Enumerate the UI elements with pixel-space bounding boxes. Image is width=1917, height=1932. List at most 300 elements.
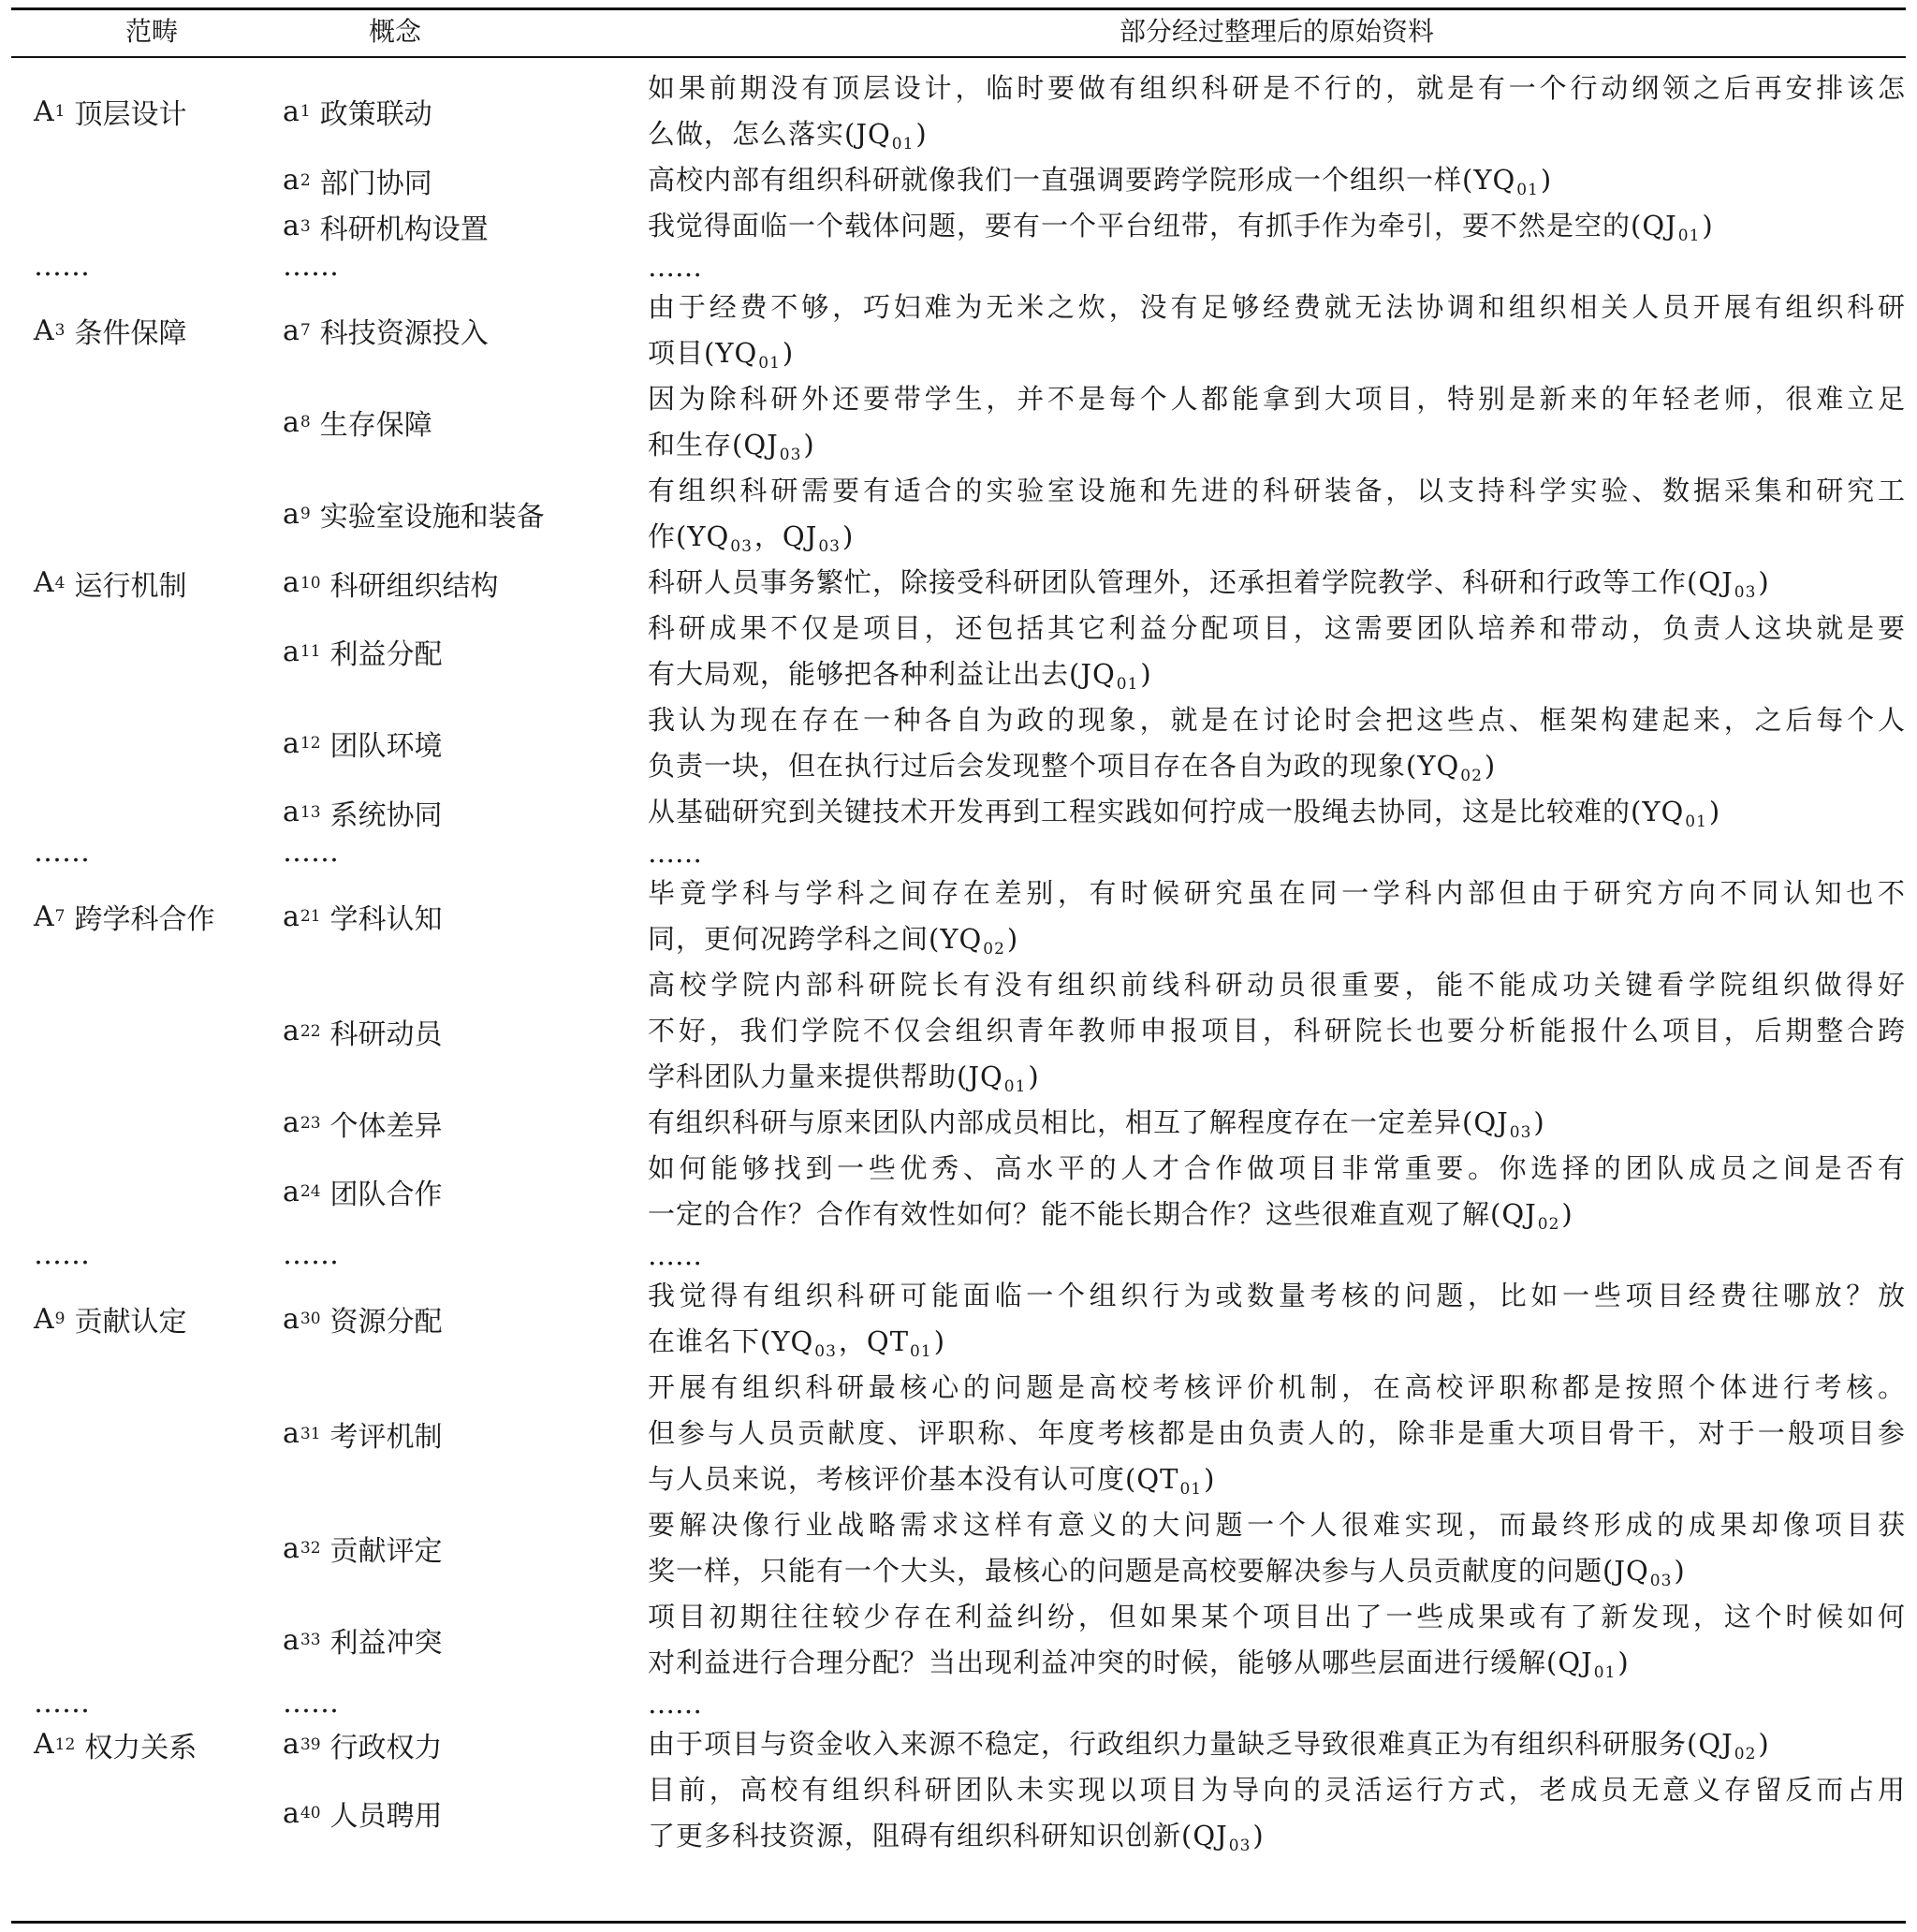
raw-data-line (648, 962, 1906, 1008)
concept-symbol: a (283, 1623, 300, 1657)
code-close: ) (1140, 658, 1152, 690)
raw-data-cell (648, 468, 1906, 560)
concept-name: 科研组织结构 (329, 569, 499, 603)
raw-data-line (648, 376, 1906, 422)
raw-data-text: 对利益进行合理分配？当出现利益冲突的时候，能够从哪些层面进行缓解 (648, 1647, 1547, 1678)
table-row (11, 1502, 1906, 1594)
code-letters: QJ (743, 429, 779, 461)
code-letters: JQ (968, 1061, 1003, 1092)
code-subscript: 03 (1734, 583, 1757, 602)
raw-data-text: 了更多科技资源，阻碍有组织科研知识创新 (648, 1820, 1182, 1852)
code-letters: JQ (1080, 658, 1116, 690)
code-letters: QJ (1698, 566, 1734, 598)
concept-cell (283, 606, 638, 697)
concept-cell (283, 468, 638, 560)
source-code (1462, 164, 1553, 199)
code-close: ) (1617, 1647, 1630, 1678)
table-row (11, 468, 1906, 560)
category-subscript: 7 (54, 907, 66, 926)
table-row (11, 1146, 1906, 1237)
raw-data-text: 科研人员事务繁忙，除接受科研团队管理外，还承担着学院教学、科研和行政等工作 (648, 566, 1688, 598)
ellipsis-data: …… (648, 251, 702, 283)
header-category: 范畴 (124, 16, 178, 47)
code-subscript: 01 (1685, 812, 1707, 831)
code-separator: ( (1069, 658, 1081, 690)
code-separator: ， (754, 520, 783, 552)
table-row (11, 1365, 1906, 1502)
raw-data-line (648, 1456, 1906, 1502)
raw-data-text: 毕竟学科与学科之间存在差别，有时候研究虽在同一学科内部但由于研究方向不同认知也不 (648, 877, 1906, 909)
source-code (732, 429, 815, 464)
ellipsis-category: …… (34, 1238, 90, 1271)
code-separator: ( (1631, 210, 1643, 242)
table-row (11, 1767, 1906, 1859)
concept-subscript: 22 (300, 1021, 321, 1041)
table-row (11, 203, 1906, 249)
concept-name: 团队环境 (329, 730, 443, 763)
concept-cell (283, 203, 638, 249)
category-subscript: 9 (54, 1310, 66, 1328)
raw-data-text: 因为除科研外还要带学生，并不是每个人都能拿到大项目，特别是新来的年轻老师，很难立足 (648, 383, 1906, 415)
concept-subscript: 13 (300, 802, 321, 822)
concept-name: 系统协同 (329, 798, 443, 832)
code-letters: QJ (782, 520, 818, 552)
concept-cell (283, 157, 638, 203)
code-close: ) (1708, 796, 1721, 827)
source-code (1069, 658, 1152, 694)
category-subscript: 3 (54, 321, 66, 340)
code-close: ) (1561, 1198, 1573, 1230)
code-separator: ( (1631, 796, 1643, 827)
source-code (1631, 796, 1721, 831)
raw-data-line (648, 66, 1906, 111)
raw-data-text: 从基础研究到关键技术开发再到工程实践如何拧成一股绳去协同，这是比较难的 (648, 796, 1632, 827)
category-symbol: A (34, 95, 54, 128)
raw-data-cell (648, 697, 1906, 789)
code-separator: ( (1490, 1198, 1502, 1230)
raw-data-text: 负责一块，但在执行过后会发现整个项目存在各自为政的现象 (648, 750, 1407, 782)
raw-data-text: 和生存 (648, 429, 733, 461)
concept-cell (283, 697, 638, 789)
concept-cell (283, 1365, 638, 1502)
source-code (1406, 750, 1497, 785)
source-code (704, 337, 795, 373)
raw-data-line (648, 651, 1906, 697)
code-letters: QT (1136, 1463, 1179, 1495)
code-letters: QJ (1473, 1106, 1509, 1138)
category-subscript: 1 (54, 102, 66, 121)
raw-data-line (648, 422, 1906, 468)
ellipsis-row (11, 1237, 1906, 1273)
code-letters: YQ (1642, 796, 1685, 827)
ellipsis-data: …… (648, 1239, 702, 1271)
concept-subscript: 31 (300, 1424, 321, 1443)
raw-data-line (648, 1054, 1906, 1100)
code-subscript: 01 (1116, 675, 1139, 694)
raw-data-line (648, 1767, 1906, 1813)
raw-data-line (648, 1273, 1906, 1319)
concept-cell (283, 560, 638, 606)
concept-symbol: a (283, 1728, 300, 1761)
code-subscript: 02 (983, 940, 1005, 959)
concept-symbol: a (283, 1106, 300, 1139)
concept-name: 个体差异 (329, 1109, 443, 1143)
category-symbol: A (34, 1728, 54, 1761)
code-subscript: 02 (1734, 1745, 1757, 1764)
code-separator: ( (732, 429, 744, 461)
raw-data-cell (648, 871, 1906, 962)
concept-name: 资源分配 (329, 1306, 443, 1339)
code-close: ) (841, 520, 855, 552)
table-row (11, 962, 1906, 1100)
code-separator: ( (1125, 1463, 1137, 1495)
code-separator: ( (1687, 566, 1699, 598)
table-row (11, 560, 1906, 606)
concept-name: 科研机构设置 (319, 212, 489, 246)
raw-data-line (648, 697, 1906, 743)
table-row (11, 697, 1906, 789)
code-subscript: 03 (818, 537, 841, 556)
code-close: ) (1484, 750, 1497, 782)
ellipsis-row (11, 1686, 1906, 1721)
table-row (11, 871, 1906, 962)
concept-symbol: a (283, 566, 300, 599)
raw-data-text: 同，更何况跨学科之间 (648, 923, 929, 955)
raw-data-line (648, 514, 1906, 560)
table-row (11, 66, 1906, 157)
raw-data-cell (648, 606, 1906, 697)
code-letters: JQ (856, 118, 891, 150)
table-row (11, 157, 1906, 203)
source-code (1546, 1647, 1630, 1682)
source-code (676, 520, 855, 556)
concept-symbol: a (283, 1417, 300, 1450)
raw-data-cell (648, 789, 1906, 835)
code-separator: ( (1546, 1647, 1558, 1678)
raw-data-cell (648, 1721, 1906, 1767)
raw-data-text: 科研成果不仅是项目，还包括其它利益分配项目，这需要团队培养和带动，负责人这块就是要 (648, 612, 1906, 644)
concept-subscript: 32 (300, 1539, 321, 1558)
code-subscript: 01 (1516, 181, 1539, 199)
code-close: ) (1533, 1106, 1545, 1138)
concept-symbol: a (283, 164, 300, 197)
code-letters: YQ (715, 337, 758, 369)
concept-subscript: 21 (300, 907, 321, 926)
code-close: ) (1540, 164, 1553, 196)
concept-symbol: a (283, 1175, 300, 1208)
header-raw-data: 部分经过整理后的原始资料 (1119, 16, 1434, 47)
concept-name: 学科认知 (329, 903, 443, 936)
category-name: 运行机制 (74, 569, 187, 603)
raw-data-text: 我觉得有组织科研可能面临一个组织行为或数量考核的问题，比如一些项目经费往哪放？放 (648, 1280, 1906, 1311)
concept-symbol: a (283, 210, 300, 242)
code-letters: QJ (1642, 210, 1677, 242)
raw-data-text: 开展有组织科研最核心的问题是高校考核评价机制，在高校评职称都是按照个体进行考核。 (648, 1371, 1906, 1403)
concept-subscript: 11 (300, 642, 321, 661)
concept-name: 科研动员 (329, 1017, 443, 1051)
raw-data-text: 如何能够找到一些优秀、高水平的人才合作做项目非常重要。你选择的团队成员之间是否有 (648, 1152, 1906, 1184)
header-concept: 概念 (368, 16, 421, 47)
concept-subscript: 39 (300, 1734, 321, 1754)
concept-subscript: 3 (300, 216, 311, 236)
code-separator: ( (1687, 1728, 1699, 1760)
code-separator: ， (838, 1325, 867, 1357)
code-subscript: 01 (1677, 227, 1701, 245)
raw-data-text: 由于项目与资金收入来源不稳定，行政组织力量缺乏导致很难真正为有组织科研服务 (648, 1728, 1688, 1760)
raw-data-text: 与人员来说，考核评价基本没有认可度 (648, 1463, 1126, 1495)
raw-data-cell (648, 1767, 1906, 1859)
raw-data-line (648, 560, 1906, 606)
ellipsis-concept: …… (283, 250, 339, 283)
concept-name: 人员聘用 (329, 1800, 443, 1833)
code-letters: QJ (1698, 1728, 1734, 1760)
code-subscript: 01 (1003, 1077, 1027, 1096)
code-subscript: 01 (1593, 1663, 1617, 1682)
concept-cell (283, 962, 638, 1100)
raw-data-cell (648, 962, 1906, 1100)
raw-data-line (648, 1548, 1906, 1594)
raw-data-cell (648, 157, 1906, 203)
code-subscript: 03 (1228, 1837, 1251, 1855)
concept-cell (283, 1502, 638, 1594)
code-subscript: 01 (910, 1342, 932, 1361)
raw-data-text: 作 (648, 520, 677, 552)
raw-data-line (648, 157, 1906, 203)
category-subscript: 4 (54, 573, 66, 593)
code-close: ) (1674, 1555, 1686, 1587)
code-letters: YQ (1473, 164, 1516, 196)
concept-subscript: 12 (300, 734, 321, 753)
raw-data-line (648, 1411, 1906, 1456)
concept-subscript: 23 (300, 1113, 321, 1133)
raw-data-line (648, 1721, 1906, 1767)
concept-name: 团队合作 (329, 1178, 443, 1211)
concept-symbol: a (283, 1531, 300, 1565)
code-subscript: 01 (758, 354, 781, 373)
source-code (1687, 566, 1770, 602)
concept-symbol: a (283, 635, 300, 668)
code-separator: ( (1462, 164, 1474, 196)
concept-cell (283, 789, 638, 835)
raw-data-line (648, 743, 1906, 789)
concept-subscript: 7 (300, 321, 311, 340)
table-row (11, 1721, 1906, 1767)
raw-data-text: 我认为现在存在一种各自为政的现象，就是在讨论时会把这些点、框架构建起来，之后每个人 (648, 704, 1906, 736)
concept-symbol: a (283, 95, 300, 128)
code-separator: ( (704, 337, 716, 369)
raw-data-line (648, 330, 1906, 376)
raw-data-text: 一定的合作？合作有效性如何？能不能长期合作？这些很难直观了解 (648, 1198, 1491, 1230)
raw-data-line (648, 789, 1906, 835)
concept-name: 行政权力 (329, 1731, 443, 1764)
concept-name: 利益分配 (329, 638, 443, 671)
raw-data-line (648, 1100, 1906, 1146)
code-letters: JQ (1614, 1555, 1649, 1587)
category-symbol: A (34, 1302, 54, 1336)
code-subscript: 03 (814, 1342, 837, 1361)
concept-symbol: a (283, 1302, 300, 1336)
concept-subscript: 8 (300, 413, 311, 432)
concept-symbol: a (283, 1015, 300, 1047)
category-name: 贡献认定 (74, 1306, 187, 1339)
table-row (11, 789, 1906, 835)
raw-data-line (648, 203, 1906, 249)
concept-subscript: 24 (300, 1182, 321, 1201)
table-header-rule (11, 56, 1906, 58)
code-letters: QJ (1193, 1820, 1228, 1852)
table-row (11, 1273, 1906, 1365)
raw-data-text: 有组织科研与原来团队内部成员相比，相互了解程度存在一定差异 (648, 1106, 1463, 1138)
category-cell (34, 871, 277, 962)
raw-data-line (648, 1594, 1906, 1640)
raw-data-cell (648, 1502, 1906, 1594)
raw-data-cell (648, 376, 1906, 468)
ellipsis-concept: …… (283, 1238, 339, 1271)
source-code (844, 118, 928, 154)
concept-symbol: a (283, 726, 300, 760)
code-subscript: 02 (1537, 1215, 1560, 1234)
code-separator: ( (1406, 750, 1418, 782)
code-separator: ( (1462, 1106, 1474, 1138)
raw-data-cell (648, 285, 1906, 376)
code-separator: ( (1181, 1820, 1193, 1852)
concept-cell (283, 1767, 638, 1859)
code-letters: YQ (940, 923, 983, 955)
concept-subscript: 30 (300, 1310, 321, 1328)
raw-data-cell (648, 1100, 1906, 1146)
raw-data-text: 在谁名下 (648, 1325, 761, 1357)
ellipsis-concept: …… (283, 836, 339, 869)
raw-data-text: 么做，怎么落实 (648, 118, 845, 150)
category-name: 顶层设计 (74, 98, 187, 131)
table-row (11, 376, 1906, 468)
raw-data-text: 有组织科研需要有适合的实验室设施和先进的科研装备，以支持科学实验、数据采集和研究工 (648, 475, 1906, 506)
concept-name: 政策联动 (319, 98, 432, 131)
concept-subscript: 10 (300, 573, 321, 593)
code-subscript: 03 (730, 537, 753, 556)
concept-name: 贡献评定 (329, 1535, 443, 1568)
concept-subscript: 9 (300, 505, 311, 523)
category-symbol: A (34, 314, 54, 347)
raw-data-text: 我觉得面临一个载体问题，要有一个平台纽带，有抓手作为牵引，要不然是空的 (648, 210, 1632, 242)
ellipsis-row (11, 249, 1906, 285)
code-subscript: 03 (1509, 1123, 1532, 1142)
raw-data-text: 不好，我们学院不仅会组织青年教师申报项目，科研院长也要分析能报什么项目，后期整合跨 (648, 1015, 1906, 1046)
raw-data-text: 如果前期没有顶层设计，临时要做有组织科研是不行的，就是有一个行动纲领之后再安排该怎 (648, 72, 1906, 104)
table-row (11, 285, 1906, 376)
code-close: ) (1252, 1820, 1265, 1852)
ellipsis-row (11, 835, 1906, 871)
concept-cell (283, 1594, 638, 1686)
source-code (760, 1325, 946, 1361)
raw-data-line (648, 1008, 1906, 1054)
code-subscript: 01 (1179, 1480, 1203, 1499)
raw-data-text: 项目初期往往较少存在利益纠纷，但如果某个项目出了一些成果或有了新发现，这个时候如何 (648, 1601, 1906, 1632)
code-subscript: 03 (1649, 1572, 1673, 1590)
code-close: ) (782, 337, 795, 369)
raw-data-text: 高校内部有组织科研就像我们一直强调要跨学院形成一个组织一样 (648, 164, 1463, 196)
raw-data-text: 要解决像行业战略需求这样有意义的大问题一个人很难实现，而最终形成的成果却像项目获 (648, 1509, 1906, 1541)
concept-cell (283, 1721, 638, 1767)
code-close: ) (1758, 566, 1770, 598)
concept-symbol: a (283, 900, 300, 933)
ellipsis-data: …… (648, 1688, 702, 1720)
raw-data-text: 学科团队力量来提供帮助 (648, 1061, 958, 1092)
ellipsis-data: …… (648, 837, 702, 869)
ellipsis-category: …… (34, 836, 90, 869)
raw-data-line (648, 285, 1906, 330)
code-close: ) (803, 429, 815, 461)
raw-data-text: 由于经费不够，巧妇难为无米之炊，没有足够经费就无法协调和组织相关人员开展有组织科研 (648, 291, 1906, 323)
concept-name: 生存保障 (319, 409, 432, 442)
category-name: 权力关系 (84, 1731, 198, 1764)
source-code (1181, 1820, 1265, 1855)
code-subscript: 03 (779, 446, 802, 464)
concept-name: 考评机制 (329, 1420, 443, 1454)
source-code (1687, 1728, 1770, 1764)
source-code (1490, 1198, 1573, 1234)
raw-data-text: 高校学院内部科研院长有没有组织前线科研动员很重要，能不能成功关键看学院组织做得好 (648, 969, 1906, 1001)
concept-cell (283, 1273, 638, 1365)
raw-data-line (648, 1640, 1906, 1686)
code-close: ) (1204, 1463, 1216, 1495)
source-code (1631, 210, 1714, 245)
table-row (11, 606, 1906, 697)
concept-cell (283, 66, 638, 157)
concept-cell (283, 871, 638, 962)
source-code (929, 923, 1019, 959)
code-close: ) (1702, 210, 1714, 242)
ellipsis-category: …… (34, 1687, 90, 1720)
raw-data-cell (648, 66, 1906, 157)
category-name: 跨学科合作 (74, 903, 215, 936)
concept-name: 科技资源投入 (319, 317, 489, 350)
category-cell (34, 66, 277, 157)
code-separator: ( (957, 1061, 969, 1092)
raw-data-text: 奖一样，只能有一个大头，最核心的问题是高校要解决参与人员贡献度的问题 (648, 1555, 1603, 1587)
code-letters: QJ (1501, 1198, 1537, 1230)
concept-symbol: a (283, 497, 300, 531)
raw-data-text: 目前，高校有组织科研团队未实现以项目为导向的灵活运行方式，老成员无意义存留反而占用 (648, 1774, 1906, 1806)
category-cell (34, 285, 277, 376)
code-close: ) (933, 1325, 946, 1357)
source-code (1462, 1106, 1545, 1142)
table-row (11, 1594, 1906, 1686)
concept-symbol: a (283, 796, 300, 828)
raw-data-cell (648, 1273, 1906, 1365)
concept-name: 部门协同 (319, 167, 432, 200)
concept-cell (283, 1146, 638, 1237)
concept-symbol: a (283, 1796, 300, 1830)
category-subscript: 12 (54, 1734, 76, 1754)
concept-symbol: a (283, 405, 300, 439)
raw-data-line (648, 1146, 1906, 1192)
raw-data-cell (648, 1146, 1906, 1237)
category-cell (34, 560, 277, 606)
raw-data-text: 但参与人员贡献度、评职称、年度考核都是由负责人的，除非是重大项目骨干，对于一般项目参 (648, 1417, 1906, 1449)
category-cell (34, 1721, 277, 1767)
code-letters: QT (866, 1325, 910, 1357)
raw-data-line (648, 1365, 1906, 1411)
table-row (11, 1100, 1906, 1146)
raw-data-line (648, 468, 1906, 514)
code-subscript: 01 (891, 135, 915, 154)
raw-data-line (648, 606, 1906, 651)
concept-subscript: 40 (300, 1804, 321, 1822)
raw-data-line (648, 1502, 1906, 1548)
concept-subscript: 33 (300, 1631, 321, 1649)
raw-data-cell (648, 560, 1906, 606)
